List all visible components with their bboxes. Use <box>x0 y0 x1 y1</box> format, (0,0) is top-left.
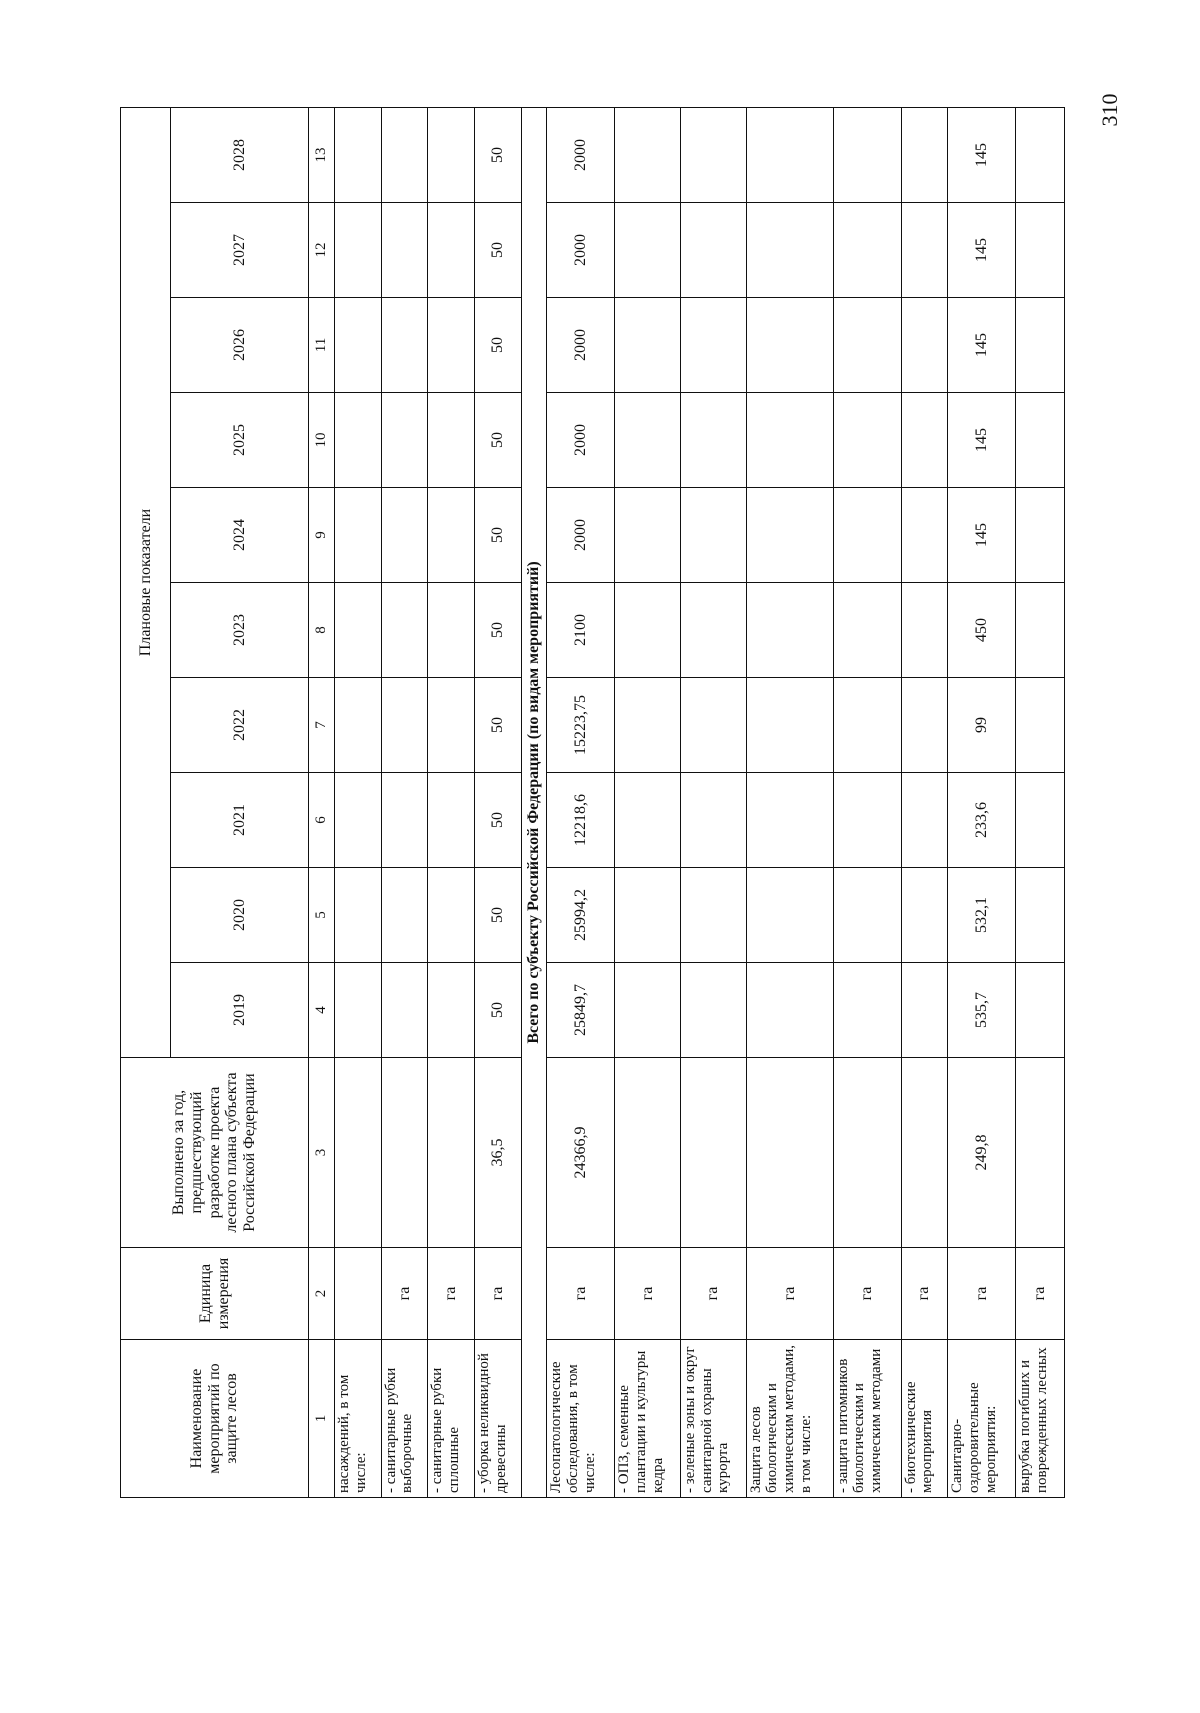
plan-value-2024 <box>428 488 475 583</box>
column-number: 4 <box>309 963 335 1058</box>
plan-value-2022 <box>381 678 428 773</box>
unit-cell: га <box>901 1248 948 1340</box>
plan-value-2027 <box>901 203 948 298</box>
plan-value-2026 <box>615 298 681 393</box>
table-row <box>948 107 1016 1497</box>
plan-value-2028: 50 <box>475 107 522 202</box>
plan-value-2025 <box>901 393 948 488</box>
table-row <box>381 107 428 1497</box>
plan-value-2026 <box>746 298 833 393</box>
plan-value-2023 <box>833 583 901 678</box>
plan-value-2026: 2000 <box>547 298 615 393</box>
plan-value-2022: 15223,75 <box>547 678 615 773</box>
plan-value-2020 <box>1016 868 1065 963</box>
column-number: 3 <box>309 1058 335 1248</box>
plan-value-2020 <box>901 868 948 963</box>
plan-value-2021: 12218,6 <box>547 773 615 868</box>
column-number: 12 <box>309 203 335 298</box>
unit-cell: га <box>615 1248 681 1340</box>
plan-value-2019 <box>1016 963 1065 1058</box>
done-prev-year-cell <box>680 1058 746 1248</box>
header-year-2023: 2023 <box>171 583 309 678</box>
plan-value-2024: 2000 <box>547 488 615 583</box>
activity-name: - санитарные рубки сплошные <box>428 1340 475 1498</box>
plan-value-2022 <box>1016 678 1065 773</box>
activity-name: - ОПЗ, семенные плантации и культуры кедра <box>615 1340 681 1498</box>
plan-value-2020: 532,1 <box>948 868 1016 963</box>
header-year-2028: 2028 <box>171 107 309 202</box>
plan-value-2027: 145 <box>948 203 1016 298</box>
table-row <box>547 107 615 1497</box>
activity-name: Лесопатологические обследования, в том числе: <box>547 1340 615 1498</box>
plan-value-2025: 2000 <box>547 393 615 488</box>
unit-cell: га <box>833 1248 901 1340</box>
activity-name: - биотехнические мероприятия <box>901 1340 948 1498</box>
plan-value-2027 <box>833 203 901 298</box>
plan-value-2022 <box>746 678 833 773</box>
plan-value-2023 <box>680 583 746 678</box>
done-prev-year-cell <box>428 1058 475 1248</box>
plan-value-2024 <box>381 488 428 583</box>
column-number: 1 <box>309 1340 335 1498</box>
plan-value-2024 <box>680 488 746 583</box>
plan-value-2028 <box>746 107 833 202</box>
activity-name: - уборка неликвидной древесины <box>475 1340 522 1498</box>
plan-value-2028 <box>428 107 475 202</box>
table-row <box>615 107 681 1497</box>
plan-value-2023 <box>746 583 833 678</box>
plan-value-2019: 535,7 <box>948 963 1016 1058</box>
column-number: 11 <box>309 298 335 393</box>
plan-value-2020 <box>615 868 681 963</box>
table-row <box>833 107 901 1497</box>
table-row <box>335 107 382 1497</box>
plan-value-2023: 2100 <box>547 583 615 678</box>
plan-value-2021: 233,6 <box>948 773 1016 868</box>
plan-value-2020: 25994,2 <box>547 868 615 963</box>
plan-value-2021 <box>680 773 746 868</box>
activity-name: Защита лесов биологическим и химическим методами, в том числе: <box>746 1340 833 1498</box>
plan-value-2023: 50 <box>475 583 522 678</box>
plan-value-2019 <box>335 963 382 1058</box>
plan-value-2022: 99 <box>948 678 1016 773</box>
plan-value-2026 <box>428 298 475 393</box>
column-number: 5 <box>309 868 335 963</box>
plan-value-2020: 50 <box>475 868 522 963</box>
unit-cell: га <box>948 1248 1016 1340</box>
plan-value-2021 <box>381 773 428 868</box>
plan-value-2024 <box>746 488 833 583</box>
plan-value-2019: 25849,7 <box>547 963 615 1058</box>
activity-name: насаждений, в том числе: <box>335 1340 382 1498</box>
plan-value-2027: 2000 <box>547 203 615 298</box>
unit-cell: га <box>680 1248 746 1340</box>
done-prev-year-cell <box>1016 1058 1065 1248</box>
plan-value-2028 <box>381 107 428 202</box>
plan-value-2025 <box>615 393 681 488</box>
header-year-2021: 2021 <box>171 773 309 868</box>
plan-value-2019 <box>680 963 746 1058</box>
plan-value-2020 <box>680 868 746 963</box>
plan-value-2028: 2000 <box>547 107 615 202</box>
page-number: 310 <box>1097 93 1122 127</box>
plan-value-2022 <box>901 678 948 773</box>
plan-value-2023 <box>335 583 382 678</box>
plan-value-2028 <box>901 107 948 202</box>
unit-cell: га <box>746 1248 833 1340</box>
plan-value-2027 <box>680 203 746 298</box>
plan-value-2025 <box>746 393 833 488</box>
unit-cell: га <box>475 1248 522 1340</box>
plan-value-2026 <box>833 298 901 393</box>
activity-name: - санитарные рубки выборочные <box>381 1340 428 1498</box>
header-activity-name: Наименование мероприятий по защите лесов <box>121 1340 309 1498</box>
rotated-table-container <box>120 108 1065 1498</box>
header-year-2025: 2025 <box>171 393 309 488</box>
table-row <box>746 107 833 1497</box>
plan-value-2021: 50 <box>475 773 522 868</box>
plan-value-2026 <box>901 298 948 393</box>
column-number: 13 <box>309 107 335 202</box>
plan-value-2025: 145 <box>948 393 1016 488</box>
header-year-2024: 2024 <box>171 488 309 583</box>
plan-value-2021 <box>833 773 901 868</box>
done-prev-year-cell <box>901 1058 948 1248</box>
done-prev-year-cell <box>335 1058 382 1248</box>
unit-cell: га <box>1016 1248 1065 1340</box>
done-prev-year-cell: 36,5 <box>475 1058 522 1248</box>
plan-value-2028 <box>335 107 382 202</box>
plan-value-2021 <box>615 773 681 868</box>
plan-value-2023 <box>428 583 475 678</box>
done-prev-year-cell <box>746 1058 833 1248</box>
plan-value-2023 <box>901 583 948 678</box>
plan-value-2021 <box>1016 773 1065 868</box>
column-number: 7 <box>309 678 335 773</box>
plan-value-2022 <box>833 678 901 773</box>
plan-value-2019 <box>381 963 428 1058</box>
unit-cell: га <box>547 1248 615 1340</box>
done-prev-year-cell <box>615 1058 681 1248</box>
unit-cell: га <box>381 1248 428 1340</box>
plan-value-2021 <box>428 773 475 868</box>
forest-protection-plan-table <box>120 107 1065 1498</box>
plan-value-2019: 50 <box>475 963 522 1058</box>
plan-value-2020 <box>335 868 382 963</box>
plan-value-2019 <box>901 963 948 1058</box>
header-year-2020: 2020 <box>171 868 309 963</box>
plan-value-2025 <box>335 393 382 488</box>
done-prev-year-cell <box>381 1058 428 1248</box>
plan-value-2023 <box>1016 583 1065 678</box>
plan-value-2027: 50 <box>475 203 522 298</box>
unit-cell <box>335 1248 382 1340</box>
header-year-2027: 2027 <box>171 203 309 298</box>
section-title: Всего по субъекту Российской Федерации (по видам мероприятий) <box>521 107 546 1497</box>
header-plan-indicators: Плановые показатели <box>121 107 171 1057</box>
header-year-2022: 2022 <box>171 678 309 773</box>
column-number: 9 <box>309 488 335 583</box>
plan-value-2020 <box>833 868 901 963</box>
plan-value-2021 <box>901 773 948 868</box>
plan-value-2019 <box>615 963 681 1058</box>
plan-value-2024: 145 <box>948 488 1016 583</box>
plan-value-2022: 50 <box>475 678 522 773</box>
header-year-2026: 2026 <box>171 298 309 393</box>
plan-value-2026 <box>335 298 382 393</box>
plan-value-2027 <box>615 203 681 298</box>
plan-value-2027 <box>335 203 382 298</box>
plan-value-2028 <box>680 107 746 202</box>
plan-value-2020 <box>746 868 833 963</box>
plan-value-2023: 450 <box>948 583 1016 678</box>
activity-name: - зеленые зоны и округ санитарной охраны курорта <box>680 1340 746 1498</box>
plan-value-2027 <box>746 203 833 298</box>
plan-value-2024 <box>615 488 681 583</box>
activity-name: вырубка погибших и поврежденных лесных <box>1016 1340 1065 1498</box>
plan-value-2025 <box>428 393 475 488</box>
unit-cell: га <box>428 1248 475 1340</box>
plan-value-2019 <box>746 963 833 1058</box>
table-row <box>680 107 746 1497</box>
plan-value-2025 <box>381 393 428 488</box>
plan-value-2026: 145 <box>948 298 1016 393</box>
plan-value-2019 <box>428 963 475 1058</box>
plan-value-2027 <box>381 203 428 298</box>
plan-value-2028 <box>1016 107 1065 202</box>
done-prev-year-cell: 24366,9 <box>547 1058 615 1248</box>
plan-value-2026 <box>381 298 428 393</box>
plan-value-2025: 50 <box>475 393 522 488</box>
plan-value-2022 <box>335 678 382 773</box>
plan-value-2024 <box>335 488 382 583</box>
plan-value-2024 <box>1016 488 1065 583</box>
column-number: 10 <box>309 393 335 488</box>
plan-value-2028: 145 <box>948 107 1016 202</box>
activity-name: - защита питомников биологическим и химическим методами <box>833 1340 901 1498</box>
plan-value-2028 <box>615 107 681 202</box>
plan-value-2021 <box>335 773 382 868</box>
plan-value-2028 <box>833 107 901 202</box>
column-number: 2 <box>309 1248 335 1340</box>
column-number: 6 <box>309 773 335 868</box>
plan-value-2024 <box>833 488 901 583</box>
plan-value-2022 <box>680 678 746 773</box>
activity-name: Санитарно-оздоровительные мероприятия: <box>948 1340 1016 1498</box>
table-row <box>475 107 522 1497</box>
plan-value-2025 <box>1016 393 1065 488</box>
table-row <box>428 107 475 1497</box>
header-unit: Единица измерения <box>121 1248 309 1340</box>
plan-value-2023 <box>615 583 681 678</box>
plan-value-2026 <box>1016 298 1065 393</box>
plan-value-2022 <box>428 678 475 773</box>
done-prev-year-cell: 249,8 <box>948 1058 1016 1248</box>
plan-value-2026 <box>680 298 746 393</box>
plan-value-2024 <box>901 488 948 583</box>
plan-value-2022 <box>615 678 681 773</box>
plan-value-2023 <box>381 583 428 678</box>
plan-value-2019 <box>833 963 901 1058</box>
column-number: 8 <box>309 583 335 678</box>
header-year-2019: 2019 <box>171 963 309 1058</box>
plan-value-2021 <box>746 773 833 868</box>
table-row <box>901 107 948 1497</box>
plan-value-2020 <box>381 868 428 963</box>
plan-value-2025 <box>680 393 746 488</box>
plan-value-2026: 50 <box>475 298 522 393</box>
table-row <box>1016 107 1065 1497</box>
plan-value-2024: 50 <box>475 488 522 583</box>
plan-value-2020 <box>428 868 475 963</box>
header-done-prev-year: Выполнено за год, предшествующий разработке проекта лесного плана субъекта Российской Федерации <box>121 1058 309 1248</box>
plan-value-2027 <box>1016 203 1065 298</box>
done-prev-year-cell <box>833 1058 901 1248</box>
plan-value-2025 <box>833 393 901 488</box>
plan-value-2027 <box>428 203 475 298</box>
